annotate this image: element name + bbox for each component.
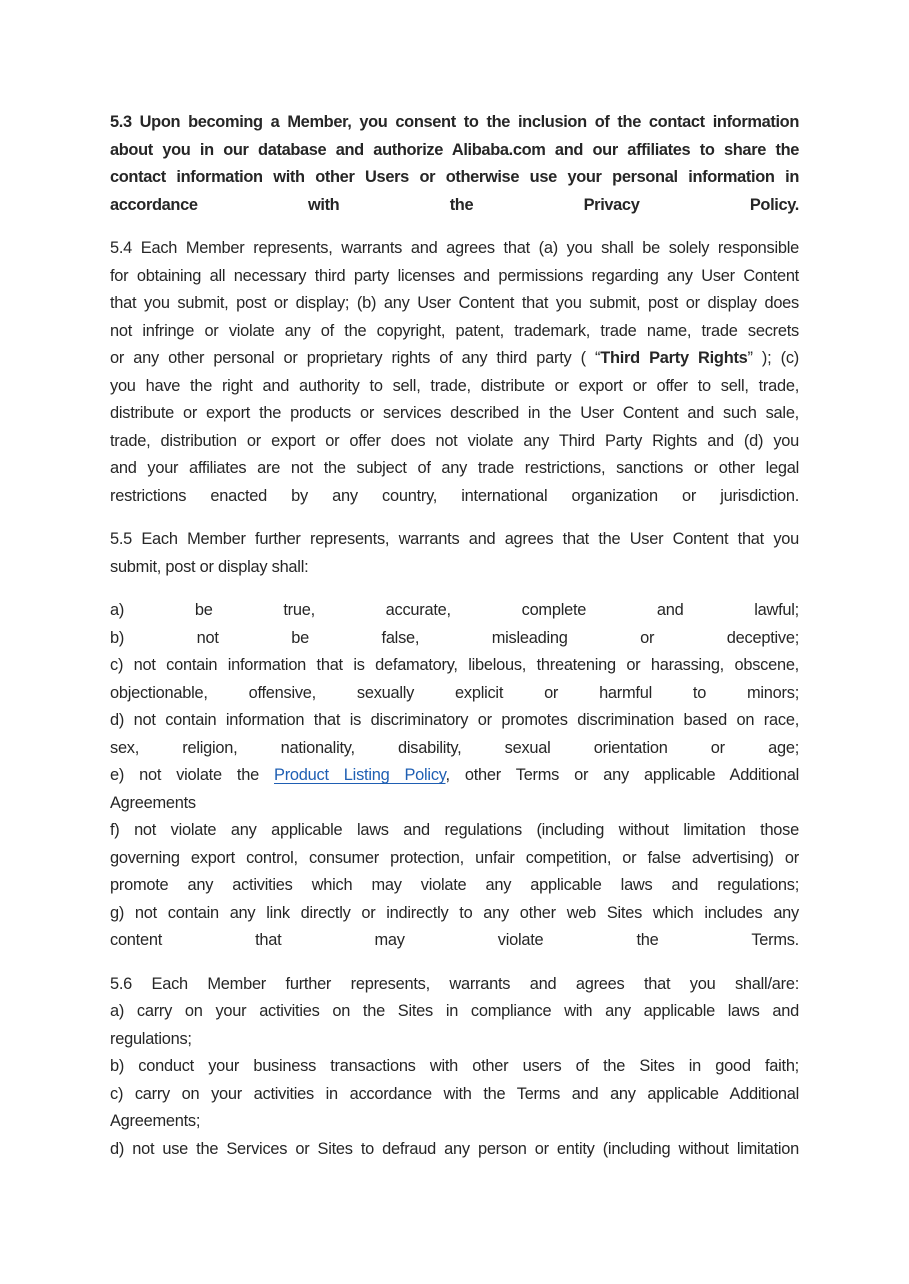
text-fragment: , other Terms or any applicable Additional [445,766,799,784]
list-item-d-cont: sex, religion, nationality, disability, sexual orientation or age; [110,738,799,757]
text-line: 5.3 Upon becoming a Member, you consent to the inclusion of the contact information [110,113,799,131]
text-line: submit, post or display shall: [110,557,309,576]
text-fragment: e) not violate the [110,766,275,784]
text-line: restrictions enacted by any country, international organization or jurisdiction. [110,486,799,505]
text-line: for obtaining all necessary third party licenses and permissions regarding any User Content [110,266,799,285]
text-line: trade, distribution or export or offer does not violate any Third Party Rights and (d) you [110,431,799,450]
defined-term-third-party-rights: Third Party Rights [600,349,748,367]
text-fragment: or any other personal or proprietary rights of any third party ( “ [110,349,601,367]
section-5-4 [110,235,799,510]
list-item-g: g) not contain any link directly or indirectly to any other web Sites which includes any [110,903,799,922]
list-item-c: c) not contain information that is defamatory, libelous, threatening or harassing, obscene, [110,656,799,674]
text-line: distribute or export the products or services described in the User Content and such sale, [110,404,799,422]
text-line: and your affiliates are not the subject of any trade restrictions, sanctions or other legal [110,459,799,477]
list-item-d: d) not use the Services or Sites to defraud any person or entity (including without limitation [110,1139,799,1158]
list-item-a: a) carry on your activities on the Sites in compliance with any applicable laws and [110,1002,799,1020]
text-line: you have the right and authority to sell, trade, distribute or export or offer to sell, trade, [110,376,799,395]
list-item-f-cont: promote any activities which may violate any applicable laws and regulations; [110,876,799,894]
list-item-a-cont: regulations; [110,1029,192,1048]
text-line: accordance with the Privacy Policy. [110,195,799,214]
section-5-5-intro [110,526,799,581]
list-item-c: c) carry on your activities in accordance with the Terms and any applicable Additional [110,1084,799,1103]
list-item-b: b) conduct your business transactions with other users of the Sites in good faith; [110,1057,799,1075]
list-item-c-cont: Agreements; [110,1112,201,1130]
product-listing-policy-link[interactable]: Product Listing Policy [274,766,446,784]
list-item-e [110,762,799,790]
list-item-g-cont: content that may violate the Terms. [110,931,799,949]
text-line: not infringe or violate any of the copyright, patent, trademark, trade name, trade secrets [110,321,799,340]
text-line: 5.6 Each Member further represents, warrants and agrees that you shall/are: [110,974,799,993]
list-item-a: a) be true, accurate, complete and lawful; [110,601,799,619]
list-item-f: f) not violate any applicable laws and regulations (including without limitation those [110,821,799,839]
text-line: about you in our database and authorize Alibaba.com and our affiliates to share the [110,140,799,159]
document-page [110,109,799,1179]
list-item-e-cont: Agreements [110,793,196,812]
list-item-c-cont: objectionable, offensive, sexually explicit or harmful to minors; [110,683,799,702]
section-5-5-list [110,597,799,955]
text-line: 5.5 Each Member further represents, warrants and agrees that the User Content that you [110,530,799,548]
section-5-6 [110,971,799,1164]
text-line [110,345,799,373]
text-line: 5.4 Each Member represents, warrants and agrees that (a) you shall be solely responsible [110,239,799,257]
text-fragment: ” ); (c) [747,349,799,367]
section-5-3 [110,109,799,219]
list-item-f-cont: governing export control, consumer protection, unfair competition, or false advertising) or [110,848,799,867]
text-line: contact information with other Users or otherwise use your personal information in [110,168,799,186]
list-item-b: b) not be false, misleading or deceptive; [110,628,799,647]
list-item-d: d) not contain information that is discriminatory or promotes discrimination based on race, [110,711,799,729]
text-line: that you submit, post or display; (b) any User Content that you submit, post or display does [110,294,799,312]
